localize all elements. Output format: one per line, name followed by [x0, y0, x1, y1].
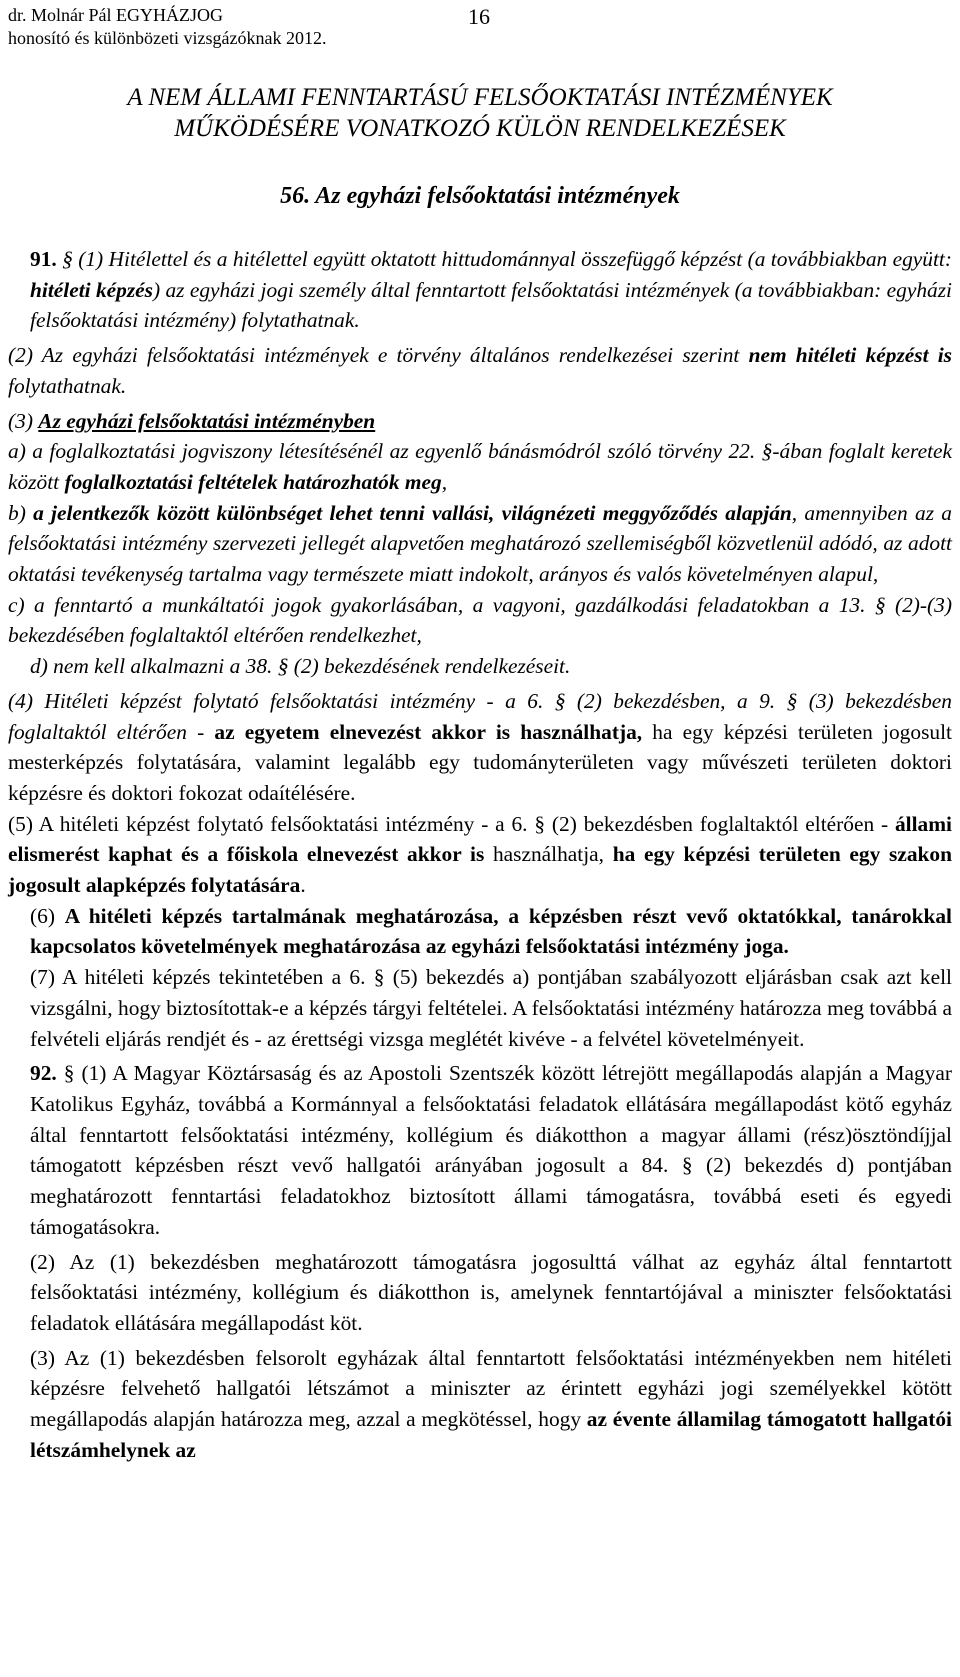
section-91-number: 91. [30, 247, 57, 271]
header-author: dr. Molnár Pál EGYHÁZJOG [8, 5, 223, 25]
section-91-point-c: c) a fenntartó a munkáltatói jogok gyakorlásában, a vagyoni, gazdálkodási feladatokban a 13. § (2)-(3) bekezdésében foglaltaktól eltérően rendelkezhet, [8, 592, 952, 648]
section-91-para-5: (5) A hitéleti képzést folytató felsőoktatási intézmény - a 6. § (2) bekezdésben foglaltaktól eltérően - állami elismerést kaphat és a főiskola elnevezést akkor is használhatja, ha egy képzési területen egy szakon jogosult alapképzés folytatására. [8, 811, 952, 898]
chapter-title-line-1: A NEM ÁLLAMI FENNTARTÁSÚ FELSŐOKTATÁSI INTÉZMÉNYEK [127, 84, 833, 111]
header-subtitle: honosító és különbözeti vizsgázóknak 2012. [8, 28, 327, 48]
running-header [8, 4, 326, 50]
section-92-para-1: 92. § (1) A Magyar Köztársaság és az Apostoli Szentszék között létrejött megállapodás alapján a Magyar Katolikus Egyház, továbbá a Kormánnyal a felsőoktatási feladatok ellátására megállapodást kötő egyház által fenntartott felsőoktatási intézmény, kollégium és diákotthon a magyar állami (rész)ösztöndíjjal támogatott képzésben részt vevő hallgatói arányában jogosult a 84. § (2) bekezdés d) pontjában meghatározott fenntartási feladatokhoz biztosított állami támogatásra, továbbá eseti és egyedi támogatásokra. [30, 1061, 952, 1239]
section-title: 56. Az egyházi felsőoktatási intézmények [280, 183, 680, 209]
section-91-para-4: (4) Hitéleti képzést folytató felsőoktatási intézmény - a 6. § (2) bekezdésben, a 9. § (3) bekezdésben foglaltaktól eltérően - az egyetem elnevezést akkor is használhatja, ha egy képzési területen jogosult mesterképzés folytatására, valamint legalább egy tudományterületen vagy művészeti területen doktori képzésre és doktori fokozat odaítélésére. [8, 688, 952, 805]
section-91-para-6: (6) A hitéleti képzés tartalmának meghatározása, a képzésben részt vevő oktatókkal, tanárokkal kapcsolatos követelmények meghatározása az egyházi felsőoktatási intézmény joga. [30, 903, 952, 959]
chapter-title-line-2: MŰKÖDÉSÉRE VONATKOZÓ KÜLÖN RENDELKEZÉSEK [174, 115, 786, 142]
body-text [8, 244, 952, 1469]
page-number: 16 [468, 4, 490, 29]
section-91-para-7: (7) A hitéleti képzés tekintetében a 6. § (5) bekezdés a) pontjában szabályozott eljárásban csak azt kell vizsgálni, hogy biztosítottak-e a képzés tárgyi feltételei. A felsőoktatási intézmény határozza meg továbbá a felvételi eljárás rendjét és - az érettségi vizsga meglétét kivéve - a felvétel követelményeit. [30, 965, 952, 1051]
section-91-para-1: 91. § (1) Hitélettel és a hitélettel együtt oktatott hittudománnyal összefüggő képzést (a továbbiakban együtt: hitéleti képzés) az egyházi jogi személy által fenntartott felsőoktatási intézmények (a továbbiakban: egyházi felsőoktatási intézmény) folytathatnak. [30, 247, 952, 333]
section-92-number: 92. [30, 1061, 57, 1086]
chapter-title [0, 82, 960, 144]
section-91-point-a: a) a foglalkoztatási jogviszony létesítésénél az egyenlő bánásmódról szóló törvény 22. §-ában foglalt keretek között foglalkoztatási feltételek határozhatók meg, [8, 439, 952, 494]
section-92-para-3: (3) Az (1) bekezdésben felsorolt egyházak által fenntartott felsőoktatási intézményekben nem hitéleti képzésre felvehető hallgatói létszámot a miniszter az érintett egyházi jogi személyekkel kötött megállapodás alapján határozza meg, azzal a megkötéssel, hogy az évente államilag támogatott hallgatói létszámhelynek az [30, 1345, 952, 1462]
section-91-point-b: b) a jelentkezők között különbséget lehet tenni vallási, világnézeti meggyőződés alapján, amennyiben az a felsőoktatási intézmény szervezeti jellegét alapvetően meghatározó szellemiségből közvetlenül adódó, az adott oktatási tevékenység tartalma vagy természete miatt indokolt, arányos és valós követelményen alapul, [8, 500, 952, 587]
section-91-para-2: (2) Az egyházi felsőoktatási intézmények e törvény általános rendelkezései szerint nem hitéleti képzést is folytathatnak. [8, 343, 952, 398]
section-92-para-2: (2) Az (1) bekezdésben meghatározott támogatásra jogosulttá válhat az egyház által fenntartott felsőoktatási intézmény, kollégium és diákotthon is, amelynek fenntartójával a miniszter felsőoktatási feladatok ellátására megállapodást köt. [30, 1249, 952, 1335]
section-91-para-3: (3) Az egyházi felsőoktatási intézményben [8, 408, 376, 433]
section-91-point-d: d) nem kell alkalmazni a 38. § (2) bekezdésének rendelkezéseit. [30, 654, 571, 679]
